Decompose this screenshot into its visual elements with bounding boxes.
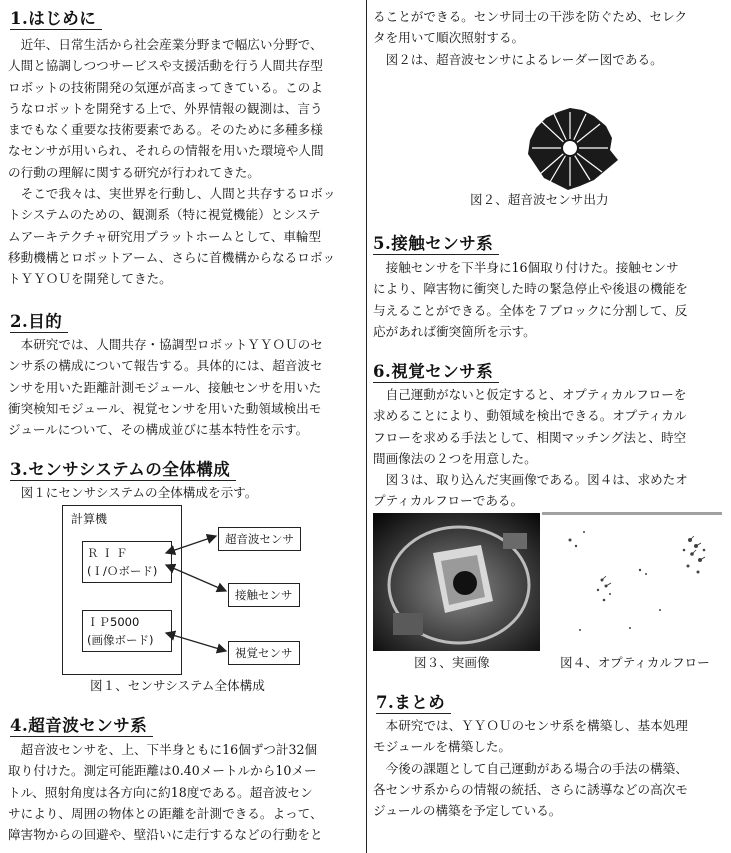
text-line: モジュールを構築した。 (373, 739, 512, 755)
text-line: ることができる。センサ同士の干渉を防ぐため、セレク (373, 9, 688, 24)
ultrasonic-sensor-box: 超音波センサ (218, 527, 301, 551)
text-line: ジュールについて、その構成並びに基本特性を示す。 (8, 422, 309, 438)
text-line: 与えることができる。全体を７ブロックに分割して、反 (373, 302, 688, 318)
text-line: 接触センサを下半身に16個取り付けた。接触センサ (373, 260, 679, 275)
touch-sensor-box: 接触センサ (228, 583, 300, 607)
text-line: タを用いて順次照射する。 (373, 30, 525, 46)
text-line: ンサ系の構成について報告する。具体的には、超音波セ (8, 358, 323, 374)
text-line: 自己運動がないと仮定すると、オプティカルフローを (373, 387, 687, 402)
text-line: 本研究では、ＹＹＯＵのセンサ系を構築し、基本処理 (373, 718, 688, 733)
section-6-body (373, 384, 723, 512)
text-line: により、障害物に衝突した時の緊急停止や後退の機能を (373, 281, 688, 297)
text-line: 衝突検知モジュール、視覚センサを用いた動領域検出モ (8, 400, 322, 416)
text-line: 今後の課題として自己運動がある場合の手法の構築、 (373, 760, 688, 776)
text-line: 応があれば衝突箇所を示す。 (373, 323, 536, 339)
computer-label: 計算機 (71, 512, 108, 526)
section-5-heading: 5.接触センサ系 (373, 234, 499, 255)
text-line: 超音波センサを、上、下半身ともに16個ずつ計32個 (8, 742, 318, 757)
section-4-continued (373, 6, 723, 70)
figure-4-optical-flow-image (540, 510, 725, 651)
text-line: 近年、日常生活から社会産業分野まで幅広い分野で、 (8, 37, 323, 52)
section-1-heading: 1.はじめに (10, 9, 102, 30)
text-line: 取り付けた。測定可能距離は0.40メートルから10メー (8, 763, 317, 779)
section-7-body (373, 715, 723, 821)
text-line: ジュールの構築を予定している。 (373, 803, 562, 819)
section-4-body (8, 739, 363, 845)
figure-3-real-image (373, 513, 545, 651)
text-line: 図２は、超音波センサによるレーダー図である。 (373, 51, 663, 67)
text-line: サにより、周囲の物体との距離を計測できる。よって、 (8, 805, 323, 821)
text-line: 図１にセンサシステムの全体構成を示す。 (8, 485, 258, 500)
section-6-heading: 6.視覚センサ系 (373, 362, 499, 383)
text-line: 各センサ系からの情報の統括、さらに誘導などの高次モ (373, 781, 688, 797)
figure-1-caption: 図１、センサシステム全体構成 (90, 678, 265, 693)
section-4-heading: 4.超音波センサ系 (10, 716, 153, 737)
ip5000-line2: (画像ボード) (87, 633, 154, 647)
column-divider (366, 0, 367, 853)
text-line: プティカルフローである。 (373, 493, 524, 509)
section-2-body (8, 334, 363, 440)
ip5000-line1: ＩＰ5000 (87, 615, 140, 629)
rif-line1: ＲＩＦ (87, 546, 131, 560)
text-line: 移動機構とロボットアーム、さらに首機構からなるロボッ (8, 249, 336, 265)
text-line: 障害物からの回避や、壁沿いに走行するなどの行動をと (8, 827, 323, 843)
text-line: 本研究では、人間共存・協調型ロボットＹＹＯＵのセ (8, 337, 323, 352)
figure-2-radar-image (510, 90, 630, 200)
text-line: トＹＹＯＵを開発してきた。 (8, 271, 172, 287)
connection-arrows (60, 505, 320, 675)
text-line: うなロボットを開発する上で、外界情報の観測は、言う (8, 100, 323, 116)
text-line: 人間と協調しつつサービスや支援活動を行う人間共存型 (8, 58, 323, 74)
section-3-heading: 3.センサシステムの全体構成 (10, 460, 236, 481)
figure-1-diagram (60, 505, 320, 675)
rif-line2: (Ｉ/Ｏボード) (87, 564, 158, 578)
text-line: トシステムのための、観測系（特に視覚機能）とシステ (8, 207, 321, 223)
text-line: ロボットの技術開発の気運が高まってきている。このよ (8, 79, 323, 95)
text-line: フローを求める手法として、相関マッチング法と、時空 (373, 429, 687, 445)
section-2-heading: 2.目的 (10, 312, 68, 333)
figure-3-caption: 図３、実画像 (414, 655, 490, 670)
text-line: なセンサが用いられ、それらの情報を用いた環境や人間 (8, 143, 324, 159)
figure-4-caption: 図４、オプティカルフロー (560, 655, 710, 670)
text-line: 求めることにより、動領域を検出できる。オプティカル (373, 408, 687, 424)
section-5-body (373, 257, 723, 342)
text-line: ムアーキテクチャ研究用プラットホームとして、車輪型 (8, 228, 322, 244)
figure-2-caption: 図２、超音波センサ出力 (470, 192, 609, 207)
section-1-body (8, 34, 363, 290)
text-line: の行動の理解に関する研究が行われてきた。 (8, 164, 260, 180)
text-line: までもなく重要な技術要素である。そのために多種多様 (8, 122, 323, 138)
text-line: 図３は、取り込んだ実画像である。図４は、求めたオ (373, 472, 688, 488)
section-3-body (8, 482, 363, 503)
text-line: そこで我々は、実世界を行動し、人間と共存するロボッ (8, 186, 336, 202)
vision-sensor-box: 視覚センサ (228, 641, 300, 665)
section-7-heading: 7.まとめ (376, 693, 451, 714)
text-line: 間画像法の２つを用意した。 (373, 450, 537, 466)
text-line: ンサを用いた距離計測モジュール、接触センサを用いた (8, 379, 322, 395)
text-line: トル、照射角度は各方向に約18度である。超音波セン (8, 784, 313, 800)
